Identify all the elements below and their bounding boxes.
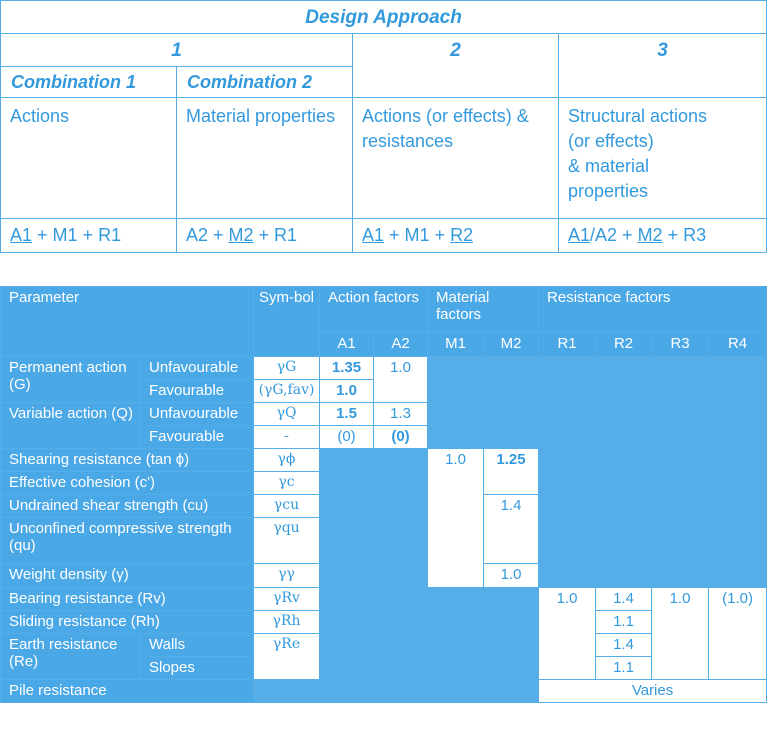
formula-cell — [559, 219, 767, 253]
shaded-cell — [320, 449, 428, 588]
slopes-r2-value: 1.1 — [596, 657, 652, 680]
g-a2-value: 1.0 — [374, 357, 428, 403]
pile-varies-value: Varies — [539, 680, 767, 703]
table-row — [1, 98, 767, 219]
effective-cohesion-label: Effective cohesion (c') — [1, 472, 254, 495]
slopes-label: Slopes — [141, 657, 254, 680]
shaded-cell — [428, 588, 539, 703]
description-line: & material — [568, 156, 650, 176]
formula-part: R2 — [450, 225, 474, 245]
formula-part: A2 + — [186, 225, 229, 245]
bearing-r4-value: (1.0) — [709, 588, 767, 680]
gamma-gamma-symbol: γγ — [254, 564, 320, 588]
shearing-m1-value: 1.0 — [428, 449, 484, 588]
description-cell: Actions (or effects) & resistances — [353, 98, 559, 219]
weight-m2-value: 1.0 — [484, 564, 539, 588]
description-cell: Actions — [1, 98, 177, 219]
sliding-resistance-label: Sliding resistance (Rh) — [1, 611, 254, 634]
table-row — [1, 1, 767, 34]
walls-label: Walls — [141, 634, 254, 657]
formula-cell — [353, 219, 559, 253]
action-factors-header: Action factors — [320, 287, 428, 333]
bearing-resistance-label: Bearing resistance (Rv) — [1, 588, 254, 611]
combination-1-header: Combination 1 — [1, 67, 177, 98]
partial-factors-table — [0, 286, 767, 703]
table-row — [1, 219, 767, 253]
shaded-cell — [254, 680, 320, 703]
shearing-m2-value: 1.25 — [484, 449, 539, 495]
g-unfav-a1-value: 1.35 — [320, 357, 374, 380]
formula-part: + R3 — [662, 225, 707, 245]
undrained-m2-value: 1.4 — [484, 495, 539, 564]
a2-header: A2 — [374, 333, 428, 357]
description-line: Structural actions — [568, 106, 708, 126]
table-row — [1, 287, 767, 333]
r2-header: R2 — [596, 333, 652, 357]
pile-resistance-label: Pile resistance — [1, 680, 254, 703]
combination-2-header: Combination 2 — [177, 67, 353, 98]
gamma-cu-symbol: γcu — [254, 495, 320, 518]
q-fav-a1-value: (0) — [320, 426, 374, 449]
gamma-phi-symbol: γϕ — [254, 449, 320, 472]
r1-header: R1 — [539, 333, 596, 357]
unfavourable-label: Unfavourable — [141, 357, 254, 380]
formula-part: M2 — [228, 225, 254, 245]
q-fav-a2-value: (0) — [374, 426, 428, 449]
shaded-cell — [320, 588, 428, 703]
resistance-factors-header: Resistance factors — [539, 287, 767, 333]
permanent-action-label: Permanent action (G) — [1, 357, 141, 403]
table-row — [1, 34, 767, 67]
symbol-header: Sym-bol — [254, 287, 320, 357]
gamma-g-symbol: γG — [254, 357, 320, 380]
approach-2-header: 2 — [353, 34, 559, 98]
undrained-shear-label: Undrained shear strength (cu) — [1, 495, 254, 518]
a1-header: A1 — [320, 333, 374, 357]
table-row — [1, 357, 767, 380]
approach-1-header: 1 — [1, 34, 353, 67]
formula-part: /A2 + — [590, 225, 638, 245]
r3-header: R3 — [652, 333, 709, 357]
description-cell — [559, 98, 767, 219]
q-fav-symbol: - — [254, 426, 320, 449]
walls-r2-value: 1.4 — [596, 634, 652, 657]
formula-part: A1 — [362, 225, 385, 245]
table-row — [1, 588, 767, 611]
formula-part: M2 — [637, 225, 663, 245]
q-unfav-a2-value: 1.3 — [374, 403, 428, 426]
gamma-c-symbol: γc — [254, 472, 320, 495]
m2-header: M2 — [484, 333, 539, 357]
r4-header: R4 — [709, 333, 767, 357]
g-fav-a1-value: 1.0 — [320, 380, 374, 403]
description-cell: Material properties — [177, 98, 353, 219]
description-line: properties — [568, 181, 649, 201]
approach-3-header: 3 — [559, 34, 767, 98]
favourable-label: Favourable — [141, 380, 254, 403]
formula-part: A1 — [10, 225, 33, 245]
parameter-header: Parameter — [1, 287, 254, 357]
design-approach-table — [0, 0, 767, 253]
design-approach-title: Design Approach — [1, 1, 767, 34]
shearing-resistance-label: Shearing resistance (tan ϕ) — [1, 449, 254, 472]
unconfined-strength-label: Unconfined compressive strength (qu) — [1, 518, 254, 564]
gamma-g-fav-symbol: (γG,fav) — [254, 380, 320, 403]
formula-cell — [177, 219, 353, 253]
unfavourable-label: Unfavourable — [141, 403, 254, 426]
m1-header: M1 — [428, 333, 484, 357]
bearing-r3-value: 1.0 — [652, 588, 709, 680]
q-unfav-a1-value: 1.5 — [320, 403, 374, 426]
formula-part: + M1 + — [384, 225, 451, 245]
gamma-q-symbol: γQ — [254, 403, 320, 426]
sliding-r2-value: 1.1 — [596, 611, 652, 634]
gamma-rh-symbol: γRh — [254, 611, 320, 634]
bearing-r1-value: 1.0 — [539, 588, 596, 680]
bearing-r2-value: 1.4 — [596, 588, 652, 611]
material-factors-header: Material factors — [428, 287, 539, 333]
variable-action-label: Variable action (Q) — [1, 403, 141, 449]
gamma-rv-symbol: γRv — [254, 588, 320, 611]
formula-cell — [1, 219, 177, 253]
weight-density-label: Weight density (γ) — [1, 564, 254, 588]
gamma-re-symbol: γRe — [254, 634, 320, 680]
formula-part: + R1 — [253, 225, 298, 245]
shaded-cell — [428, 357, 539, 449]
gamma-qu-symbol: γqu — [254, 518, 320, 564]
formula-part: A1 — [568, 225, 591, 245]
favourable-label: Favourable — [141, 426, 254, 449]
earth-resistance-label: Earth resistance (Re) — [1, 634, 141, 680]
shaded-cell — [539, 357, 767, 588]
formula-part: + M1 + R1 — [32, 225, 122, 245]
description-line: (or effects) — [568, 131, 654, 151]
